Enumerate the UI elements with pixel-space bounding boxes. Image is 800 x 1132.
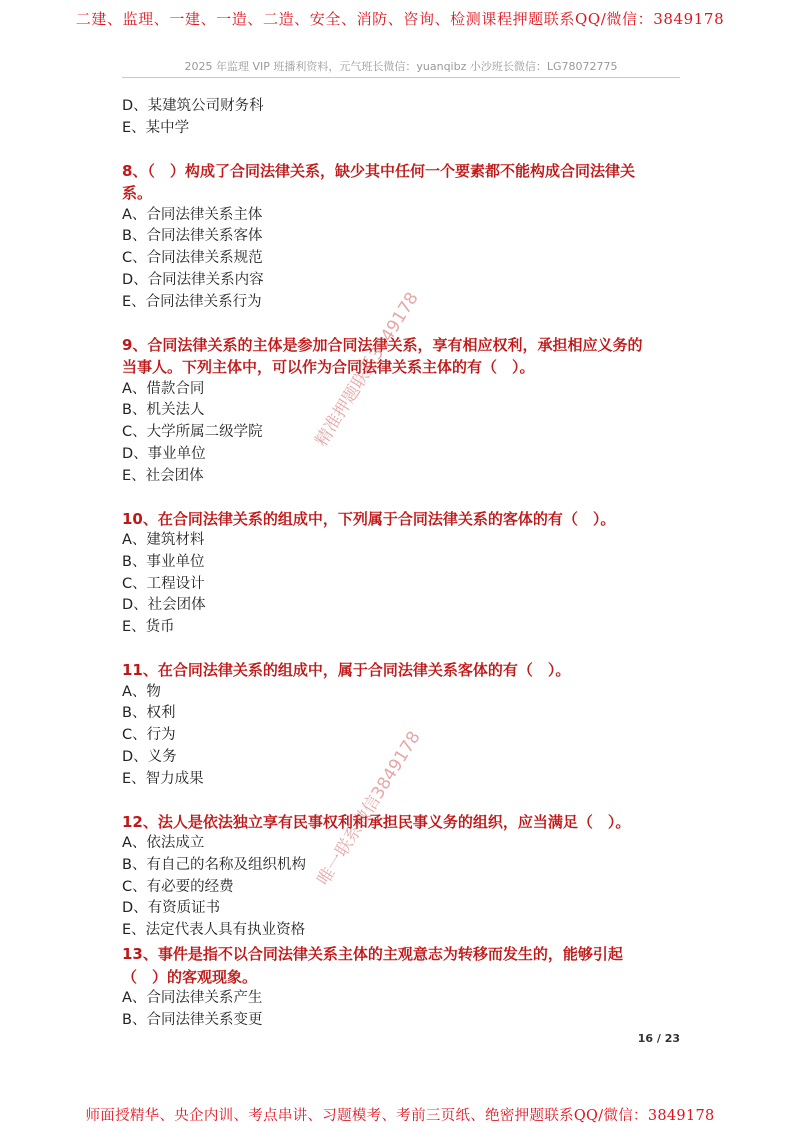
option: D、有资质证书	[122, 900, 221, 917]
option: E、货币	[122, 619, 175, 636]
option: D、某建筑公司财务科	[122, 98, 264, 114]
option: E、法定代表人具有执业资格	[122, 922, 306, 939]
option: C、工程设计	[122, 575, 205, 592]
option: A、借款合同	[122, 380, 205, 397]
document-body	[122, 96, 687, 1032]
option: B、机关法人	[122, 402, 205, 419]
question-13-stem: 13、事件是指不以合同法律关系主体的主观意志为转移而发生的，能够引起 （ ）的客观现象。	[122, 945, 623, 986]
page-header: 2025 年监理 VIP 班播利资料，元气班长微信：yuanqibz 小沙班长微信：LG78072775	[184, 60, 618, 73]
header-divider	[122, 77, 680, 78]
option: E、智力成果	[122, 770, 204, 787]
option: D、社会团体	[122, 597, 206, 614]
option: B、权利	[122, 705, 176, 722]
bottom-banner: 师面授精华、央企内训、考点串讲、习题模考、考前三页纸、绝密押题联系QQ/微信：3849178	[85, 1108, 715, 1124]
option: A、合同法律关系产生	[122, 990, 263, 1007]
question-9-stem: 9、合同法律关系的主体是参加合同法律关系，享有相应权利，承担相应义务的 当事人。下列主体中，可以作为合同法律关系主体的有（ ）。	[122, 335, 643, 377]
option: A、建筑材料	[122, 532, 205, 549]
watermark: 精准押题联系3849178	[311, 288, 423, 451]
option: B、有自己的名称及组织机构	[122, 856, 306, 873]
option: B、合同法律关系客体	[122, 228, 263, 245]
option: C、大学所属二级学院	[122, 424, 263, 441]
option: B、合同法律关系变更	[122, 1011, 263, 1028]
watermark: 唯一联系微信3849178	[313, 727, 425, 890]
option: A、物	[122, 683, 161, 700]
option: D、合同法律关系内容	[122, 271, 264, 288]
option: C、行为	[122, 727, 176, 744]
option: D、义务	[122, 748, 177, 765]
option: A、依法成立	[122, 835, 205, 852]
option: E、社会团体	[122, 467, 204, 484]
option: C、合同法律关系规范	[122, 250, 263, 267]
question-11-stem: 11、在合同法律关系的组成中，属于合同法律关系客体的有（ ）。	[122, 661, 571, 680]
option: A、合同法律关系主体	[122, 206, 263, 223]
top-banner: 二建、监理、一建、一造、二造、安全、消防、咨询、检测课程押题联系QQ/微信：3849178	[75, 10, 725, 28]
question-10-stem: 10、在合同法律关系的组成中，下列属于合同法律关系的客体的有（ ）。	[122, 509, 616, 528]
option: C、有必要的经费	[122, 878, 234, 895]
option: D、事业单位	[122, 445, 206, 462]
option: B、事业单位	[122, 553, 205, 570]
option: E、合同法律关系行为	[122, 293, 262, 310]
question-12-stem: 12、法人是依法独立享有民事权利和承担民事义务的组织，应当满足（ ）。	[122, 812, 631, 831]
option: E、某中学	[122, 119, 190, 136]
question-8-stem: 8、（ ）构成了合同法律关系，缺少其中任何一个要素都不能构成合同法律关 系。	[122, 161, 635, 203]
page-number: 16 / 23	[637, 1032, 680, 1045]
